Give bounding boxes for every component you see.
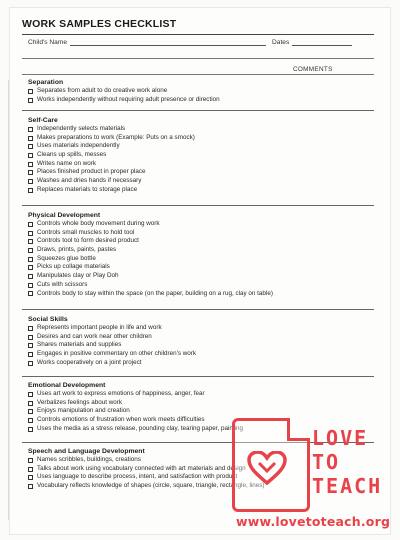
item-label: Places finished product in proper place [37,168,146,176]
checkbox[interactable] [28,392,33,397]
checklist-item [28,186,374,195]
section-separation [28,78,374,104]
checkbox[interactable] [28,127,33,132]
item-label: Controls emotions of frustration when work meets difficulties [37,416,205,424]
item-label: Replaces materials to storage place [37,185,138,193]
checklist-item [28,290,374,299]
section-physical-development [28,211,374,298]
checkbox[interactable] [28,283,33,288]
checkbox[interactable] [28,274,33,279]
item-label: Vocabulary reflects knowledge of shapes (circle, square, triangle, rectangle, lines) [37,482,265,490]
section-divider [22,110,374,111]
checklist-item [28,272,374,281]
item-label: Draws, prints, paints, pastes [37,246,117,254]
checklist-item [28,142,374,151]
comments-rule [22,74,374,75]
section-heading: Emotional Development [28,382,106,389]
checklist-item [28,246,374,255]
checklist-item [28,255,374,264]
checkbox[interactable] [28,361,33,366]
section-divider [22,309,374,310]
section-heading: Social Skills [28,316,68,323]
child-name-label: Child's Name [28,39,68,46]
checkbox[interactable] [28,144,33,149]
section-divider [22,376,374,377]
checklist-item [28,263,374,272]
heart-icon [247,451,287,485]
checkbox[interactable] [28,475,33,480]
checkbox[interactable] [28,265,33,270]
checklist-item [28,341,374,350]
item-label: Uses materials independently [37,142,120,150]
checkbox[interactable] [28,467,33,472]
checklist-item [28,134,374,143]
item-label: Desires and can work near other children [37,332,152,340]
dates-field[interactable] [292,38,352,46]
section-heading: Self-Care [28,117,58,124]
folded-corner-icon [287,418,310,441]
item-label: Washes and dries hands if necessary [37,177,142,185]
watermark-teach: TEACH [312,474,383,498]
child-info-row [28,38,374,46]
checkbox[interactable] [28,153,33,158]
watermark-to: TO [312,450,341,474]
section-self-care [28,116,374,195]
checklist-item [28,281,374,290]
checkbox[interactable] [28,418,33,423]
checkbox[interactable] [28,335,33,340]
checklist-item [28,177,374,186]
section-heading: Separation [28,79,64,86]
item-label: Engages in positive commentary on other children's work [37,350,197,358]
checkbox[interactable] [28,136,33,141]
item-label: Cleans up spills, messes [37,151,107,159]
section-heading: Speech and Language Development [28,448,145,455]
item-label: Controls whole body movement during work [37,220,160,227]
checkbox[interactable] [28,98,33,103]
checkbox[interactable] [28,343,33,348]
checkbox[interactable] [28,291,33,296]
checklist-item [28,96,374,105]
checkbox[interactable] [28,427,33,432]
checklist-item [28,324,374,333]
checklist-item [28,333,374,342]
item-label: Controls body to stay within the space (on the paper, building on a rug, clay on table) [37,289,273,297]
checkbox[interactable] [28,409,33,414]
checkbox[interactable] [28,458,33,463]
item-label: Represents important people in life and work [37,324,162,331]
checkbox[interactable] [28,248,33,253]
header-rule [22,58,374,59]
checklist-item [28,220,374,229]
item-label: Manipulates clay or Play Doh [37,272,119,280]
checkbox[interactable] [28,170,33,175]
item-label: Enjoys manipulation and creation [37,407,130,415]
checkbox[interactable] [28,188,33,193]
checklist-item [28,125,374,134]
watermark-love: LOVE [312,426,369,450]
item-label: Independently selects materials [37,125,126,132]
checkbox[interactable] [28,239,33,244]
item-label: Picks up collage materials [37,263,110,271]
checklist-item [28,237,374,246]
checklist-item [28,390,374,399]
checklist-item [28,160,374,169]
checkbox[interactable] [28,231,33,236]
checkbox[interactable] [28,257,33,262]
item-label: Verbalizes feelings about work [37,398,123,406]
checklist-item [28,350,374,359]
item-label: Talks about work using vocabulary connected with art materials and design [37,464,246,472]
checkbox[interactable] [28,179,33,184]
section-social-skills [28,315,374,367]
checkbox[interactable] [28,352,33,357]
title-rule [22,34,374,35]
checklist-item [28,416,374,425]
item-label: Shares materials and supplies [37,341,122,349]
page-title: WORK SAMPLES CHECKLIST [22,18,177,30]
checklist-item [28,229,374,238]
checklist-item [28,359,374,368]
checklist-item [28,151,374,160]
dates-label: Dates [272,39,290,46]
item-label: Makes preparations to work (Example: Puts on a smock) [37,133,195,141]
item-label: Separates from adult to do creative work alone [37,87,168,94]
section-divider [22,205,374,206]
checklist-item [28,87,374,96]
item-label: Uses art work to express emotions of happiness, anger, fear [37,390,205,397]
checkbox[interactable] [28,162,33,167]
watermark-document-icon [232,418,310,512]
checkbox[interactable] [28,326,33,331]
item-label: Controls small muscles to hold tool [37,228,135,236]
item-label: Works independently without requiring adult presence or direction [37,95,220,103]
section-heading: Physical Development [28,212,101,219]
watermark-url[interactable]: www.lovetoteach.org [236,514,391,529]
checkbox[interactable] [28,401,33,406]
comments-column-label: COMMENTS [293,66,333,73]
item-label: Names scribbles, buildings, creations [37,456,141,463]
child-name-field[interactable] [70,38,266,46]
checkbox[interactable] [28,222,33,227]
checklist-item [28,168,374,177]
checklist-item [28,399,374,408]
item-label: Writes name on work [37,159,97,167]
item-label: Works cooperatively on a joint project [37,358,142,366]
checklist-item [28,407,374,416]
item-label: Uses the media as a stress release, pounding clay, tearing paper, painting [37,424,244,432]
checkbox[interactable] [28,484,33,489]
page-edge-line [8,80,10,520]
item-label: Controls tool to form desired product [37,237,139,245]
item-label: Squeezes glue bottle [37,254,96,262]
item-label: Uses language to describe process, intent, and satisfaction with product [37,473,238,481]
item-label: Cuts with scissors [37,280,88,288]
checkbox[interactable] [28,89,33,94]
